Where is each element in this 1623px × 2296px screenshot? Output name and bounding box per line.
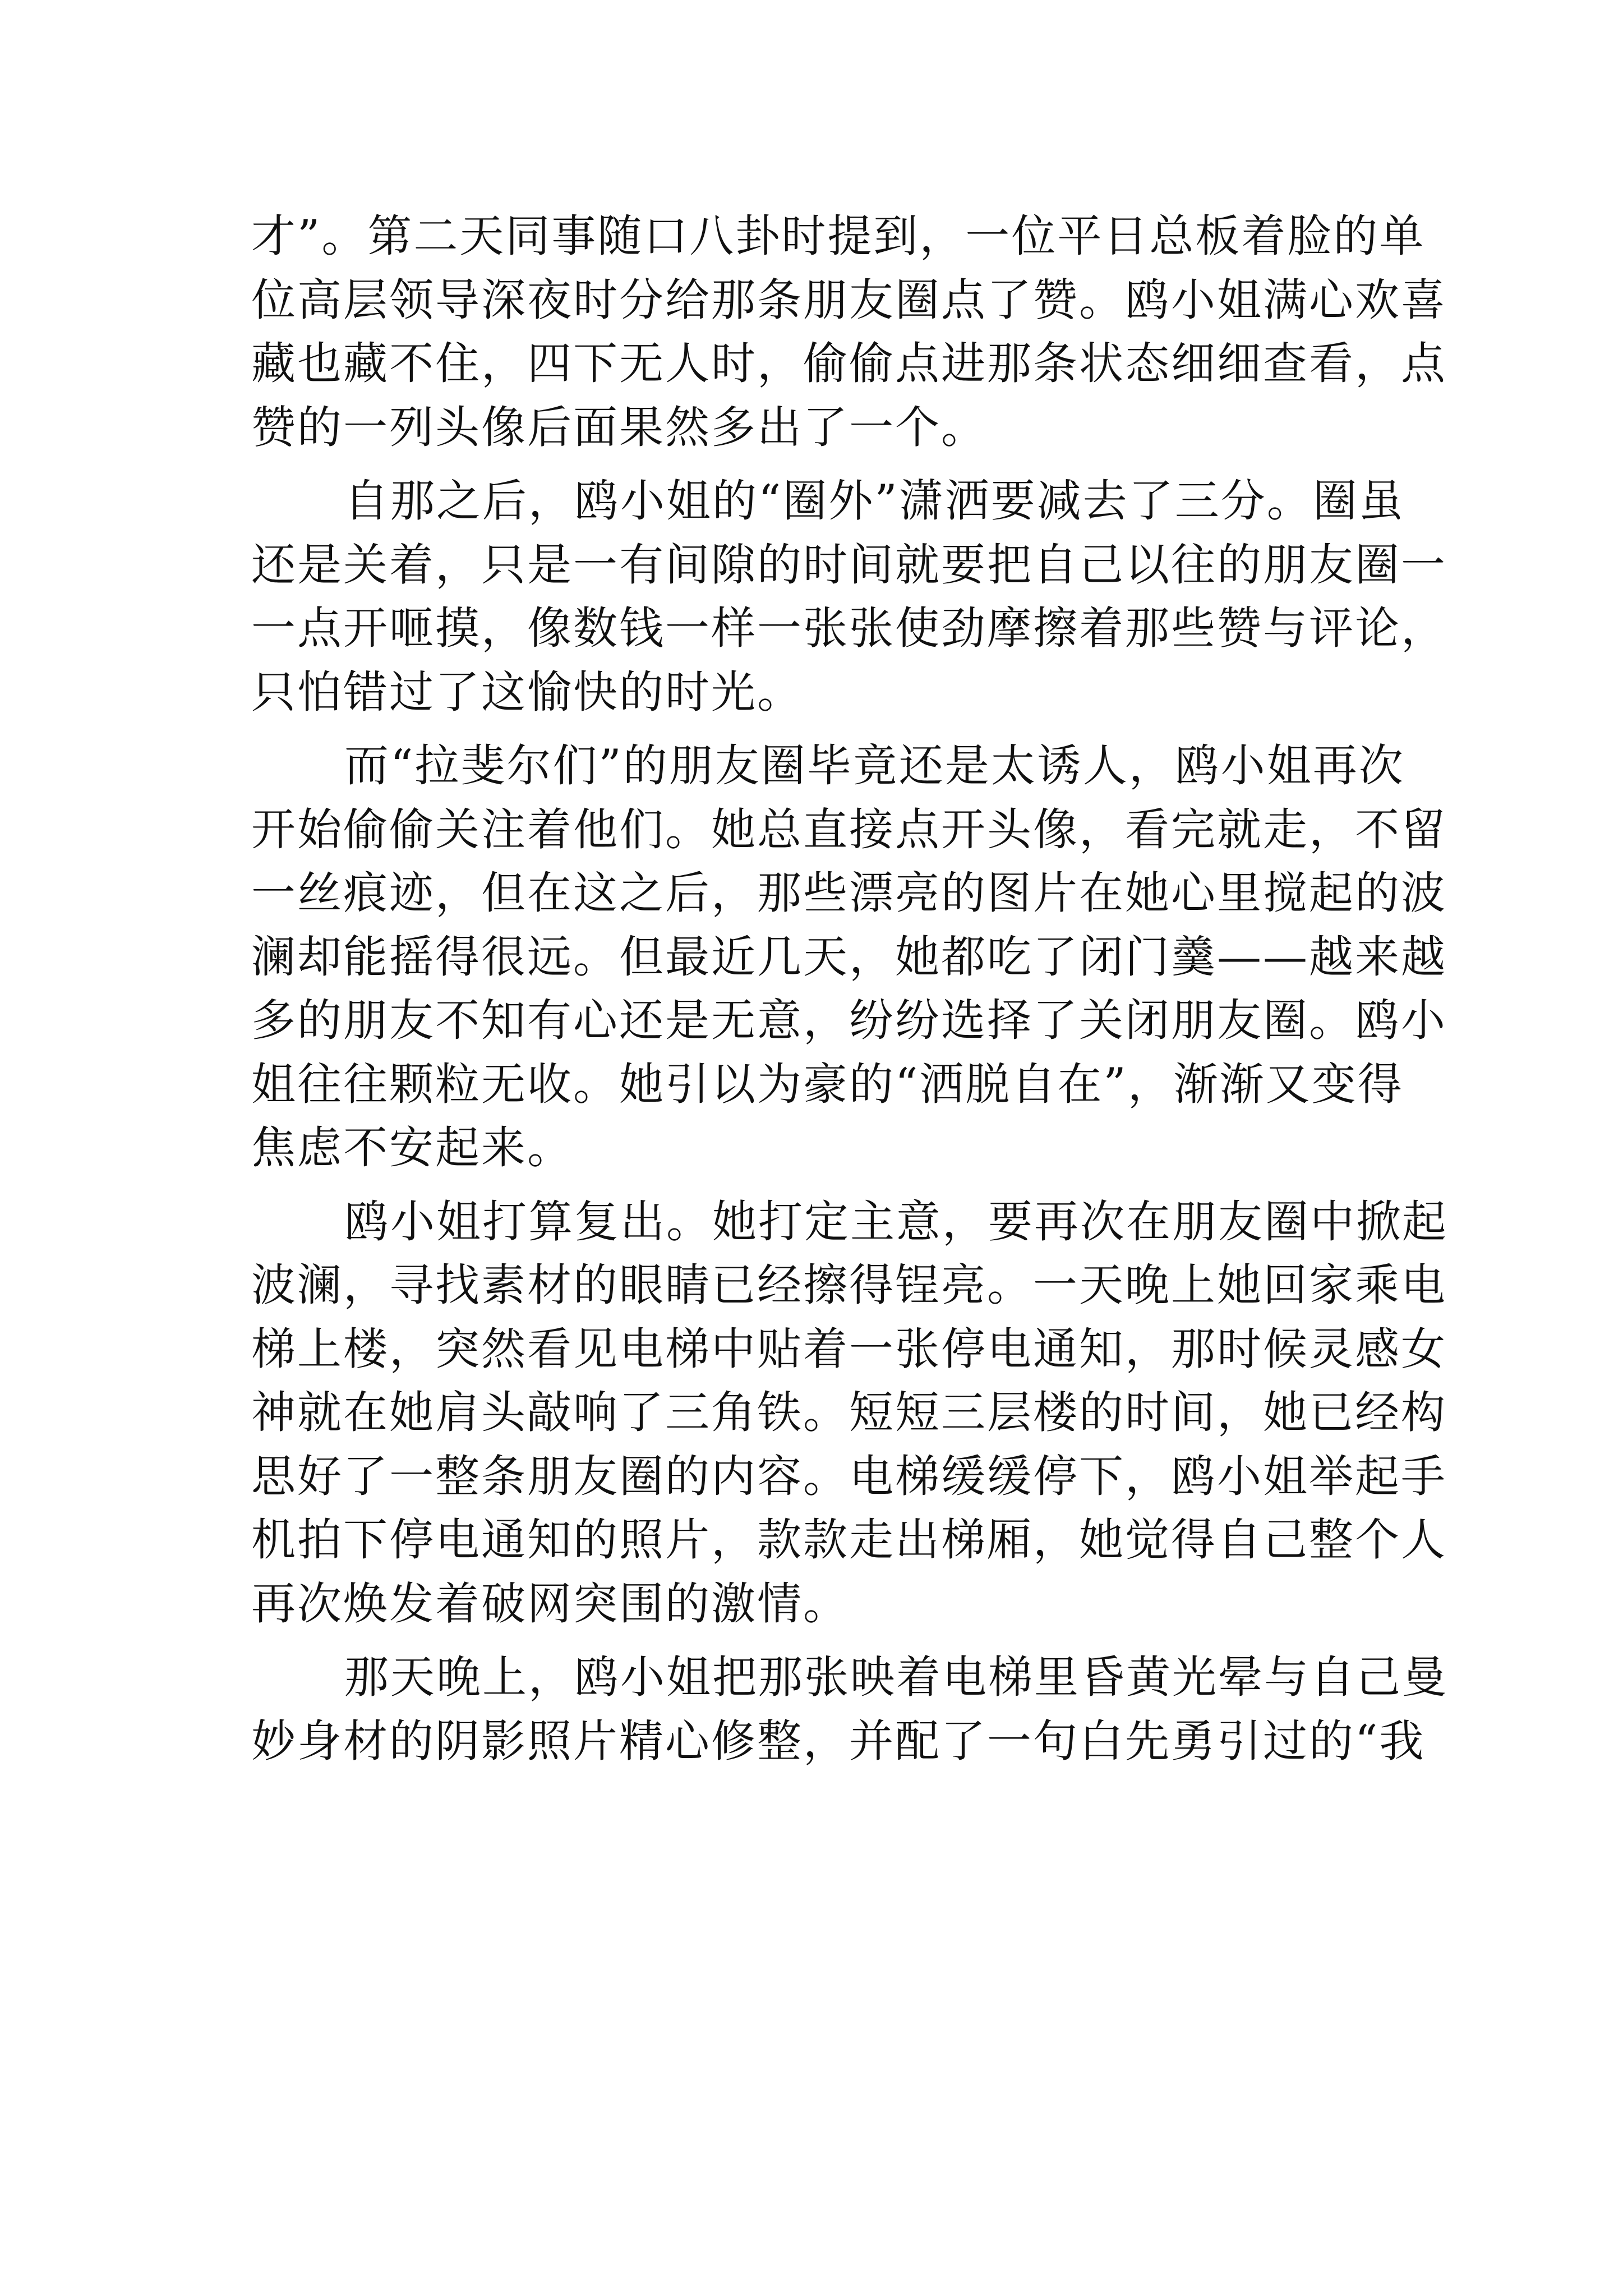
text-line: 姐往往颗粒无收。她引以为豪的“洒脱自在”，渐渐又变得 bbox=[251, 1058, 1404, 1110]
document-body bbox=[251, 205, 1448, 1783]
text-line: 澜却能摇得很远。但最近几天，她都吃了闭门羹——越来越 bbox=[251, 931, 1447, 983]
text-line: 梯上楼，突然看见电梯中贴着一张停电通知，那时候灵感女 bbox=[251, 1323, 1447, 1375]
text-line: 而“拉斐尔们”的朋友圈毕竟还是太诱人，鸥小姐再次 bbox=[344, 740, 1405, 792]
text-line: 波澜，寻找素材的眼睛已经擦得锃亮。一天晚上她回家乘电 bbox=[251, 1259, 1447, 1311]
text-line: 藏也藏不住，四下无人时，偷偷点进那条状态细细查看，点 bbox=[251, 338, 1447, 389]
text-line: 机拍下停电通知的照片，款款走出梯厢，她觉得自己整个人 bbox=[251, 1514, 1447, 1566]
text-line: 妙身材的阴影照片精心修整，并配了一句白先勇引过的“我 bbox=[251, 1715, 1426, 1767]
paragraph bbox=[251, 1190, 1448, 1636]
text-line: 还是关着，只是一有间隙的时间就要把自己以往的朋友圈一 bbox=[251, 539, 1447, 591]
paragraph bbox=[251, 1646, 1448, 1773]
text-line: 那天晚上，鸥小姐把那张映着电梯里昏黄光晕与自己曼 bbox=[344, 1651, 1448, 1703]
text-line: 只怕错过了这愉快的时光。 bbox=[251, 666, 803, 718]
text-line: 开始偷偷关注着他们。她总直接点开头像，看完就走，不留 bbox=[251, 803, 1447, 855]
text-line: 神就在她肩头敲响了三角铁。短短三层楼的时间，她已经构 bbox=[251, 1387, 1447, 1438]
text-line: 一点开咂摸，像数钱一样一张张使劲摩擦着那些赞与评论， bbox=[251, 602, 1447, 654]
text-line: 才”。第二天同事随口八卦时提到，一位平日总板着脸的单 bbox=[251, 210, 1426, 262]
text-line: 鸥小姐打算复出。她打定主意，要再次在朋友圈中掀起 bbox=[344, 1195, 1448, 1248]
text-line: 焦虑不安起来。 bbox=[251, 1122, 573, 1174]
paragraph bbox=[251, 734, 1447, 1180]
text-line: 再次焕发着破网突围的激情。 bbox=[251, 1577, 849, 1630]
text-line: 一丝痕迹，但在这之后，那些漂亮的图片在她心里搅起的波 bbox=[251, 867, 1447, 919]
text-line: 位高层领导深夜时分给那条朋友圈点了赞。鸥小姐满心欢喜 bbox=[251, 274, 1447, 326]
text-line: 多的朋友不知有心还是无意，纷纷选择了关闭朋友圈。鸥小 bbox=[251, 995, 1447, 1046]
paragraph bbox=[251, 205, 1447, 459]
text-line: 自那之后，鸥小姐的“圈外”潇洒要减去了三分。圈虽 bbox=[344, 475, 1405, 527]
paragraph bbox=[251, 470, 1447, 724]
text-line: 赞的一列头像后面果然多出了一个。 bbox=[251, 401, 987, 453]
text-line: 思好了一整条朋友圈的内容。电梯缓缓停下，鸥小姐举起手 bbox=[251, 1450, 1447, 1502]
